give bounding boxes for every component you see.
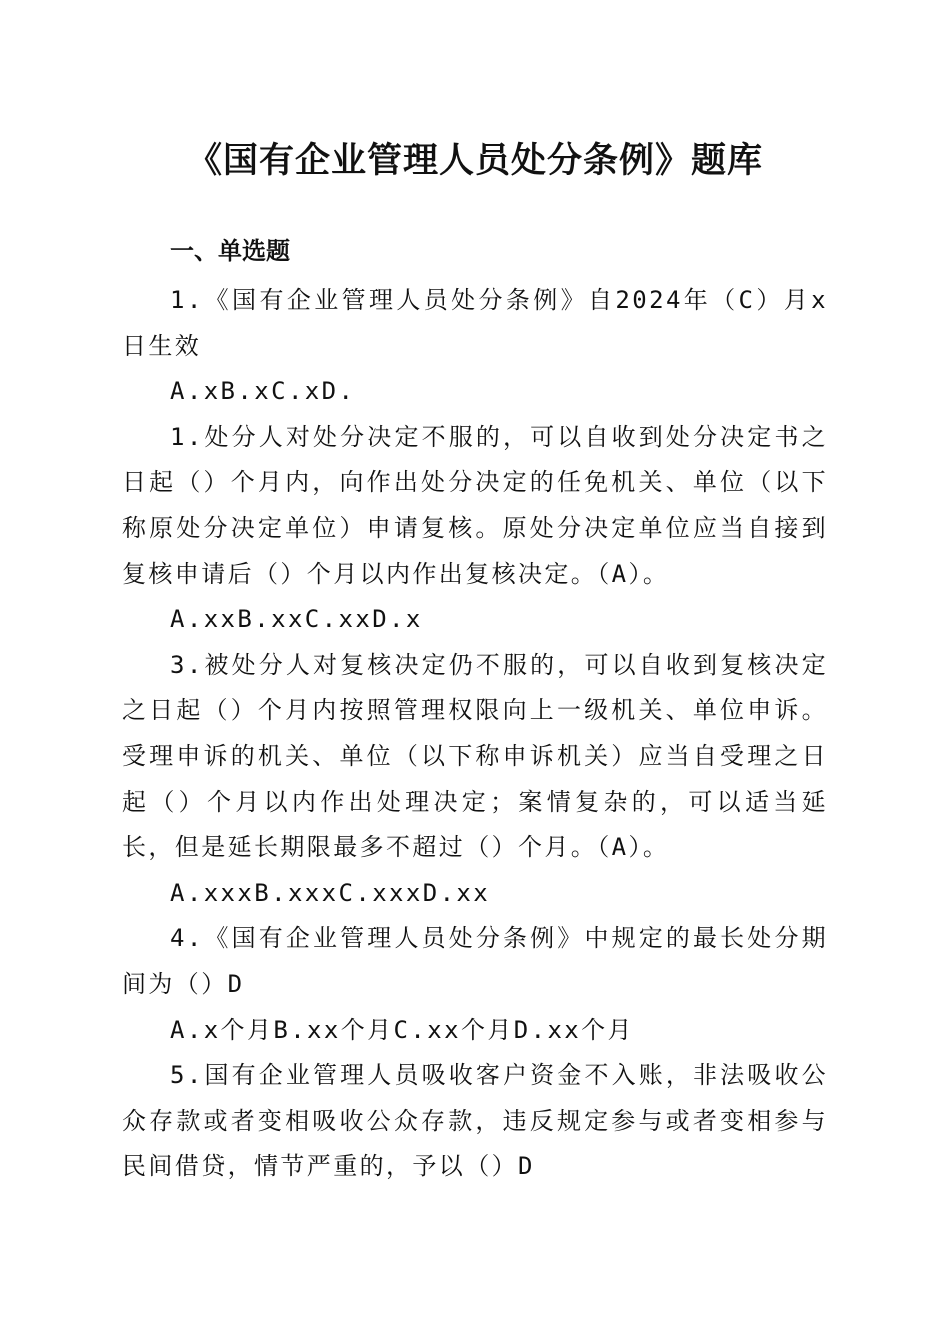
question-3-options: A.xxxB.xxxC.xxxD.xx [170, 878, 491, 907]
question-3: 3.被处分人对复核决定仍不服的，可以自收到复核决定之日起（）个月内按照管理权限向上一级机关、单位申诉。受理申诉的机关、单位（以下称申诉机关）应当自受理之日起（）个月以内作出处理决定；案情复杂的，可以适当延长，但是延长期限最多不超过（）个月。（A）。 [122, 650, 828, 862]
question-1: 1.《国有企业管理人员处分条例》自2024年（C）月x日生效 [122, 286, 828, 360]
document-body [122, 278, 828, 1190]
question-4: 4.《国有企业管理人员处分条例》中规定的最长处分期间为（）D [122, 924, 828, 998]
question-5: 5.国有企业管理人员吸收客户资金不入账，非法吸收公众存款或者变相吸收公众存款，违反规定参与或者变相参与民间借贷，情节严重的，予以（）D [122, 1061, 828, 1181]
section-heading: 一、单选题 [170, 237, 290, 265]
question-4-options: A.x个月B.xx个月C.xx个月D.xx个月 [170, 1015, 634, 1044]
document-title: 《国有企业管理人员处分条例》题库 [186, 140, 763, 181]
question-2-options: A.xxB.xxC.xxD.x [170, 605, 423, 634]
question-1-options: A.xB.xC.xD. [170, 377, 356, 406]
question-2: 1.处分人对处分决定不服的，可以自收到处分决定书之日起（）个月内，向作出处分决定的任免机关、单位（以下称原处分决定单位）申请复核。原处分决定单位应当自接到复核申请后（）个月以内作出复核决定。（A）。 [122, 422, 828, 588]
